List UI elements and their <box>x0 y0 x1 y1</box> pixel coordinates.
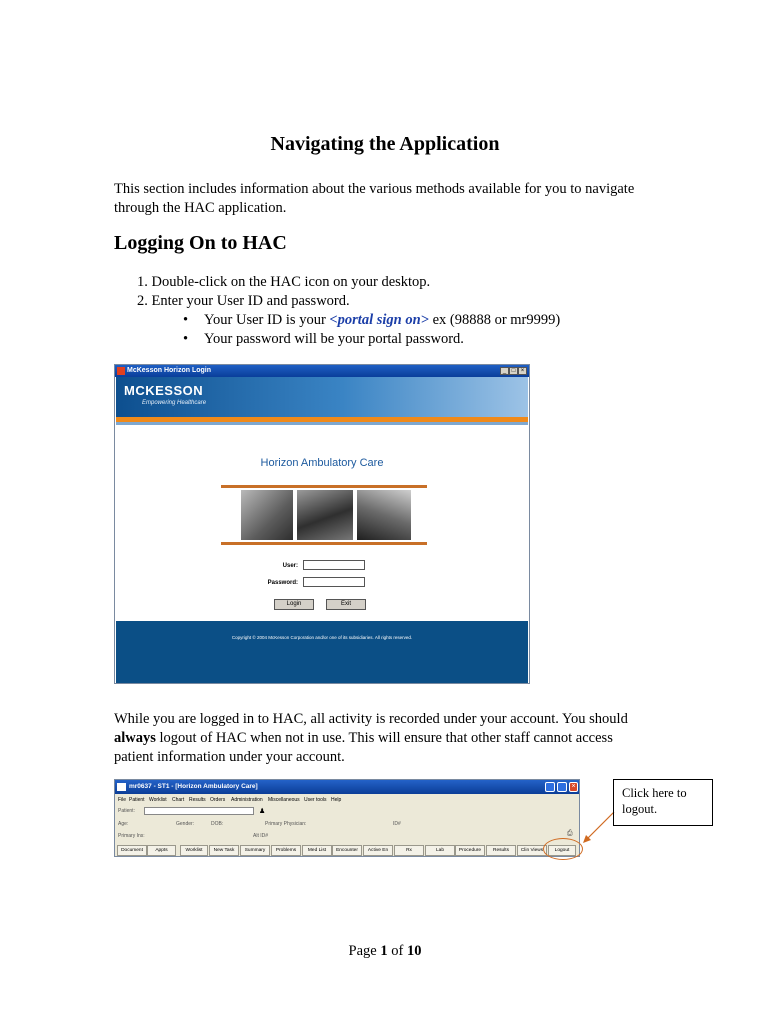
toolbar-results[interactable]: Results <box>486 845 516 856</box>
password-label: Password: <box>267 580 298 586</box>
menu-file[interactable]: File <box>118 797 127 803</box>
menu-miscellaneous[interactable]: Miscellaneous <box>268 797 300 803</box>
toolbar-summary[interactable]: Summary <box>240 845 270 856</box>
app-toolbar <box>117 845 577 856</box>
close-icon[interactable]: × <box>518 367 527 375</box>
logout-callout <box>613 779 713 826</box>
mckesson-app-icon <box>117 367 125 375</box>
arrow-line <box>586 812 614 840</box>
menu-patient[interactable]: Patient <box>129 797 145 803</box>
login-window-titlebar <box>115 365 529 377</box>
toolbar-active-en[interactable]: Active En <box>363 845 393 856</box>
menu-help[interactable]: Help <box>331 797 342 803</box>
minimize-icon[interactable]: _ <box>500 367 509 375</box>
menu-worklist[interactable]: Worklist <box>149 797 167 803</box>
current-page: 1 <box>380 943 388 959</box>
user-label: User: <box>282 563 298 569</box>
password-input[interactable] <box>303 577 365 587</box>
menu-administration[interactable]: Administration <box>231 797 263 803</box>
horizon-app-name: Horizon Ambulatory Care <box>260 457 384 469</box>
section-title: Logging On to HAC <box>114 232 287 254</box>
photo-staff <box>297 490 353 540</box>
login-window-screenshot <box>114 364 530 684</box>
login-window-title: McKesson Horizon Login <box>127 367 211 374</box>
mckesson-banner <box>116 377 528 417</box>
logout-para-line-3: patient information under your account. <box>114 749 345 765</box>
maximize-icon[interactable]: □ <box>509 367 518 375</box>
primary-physician-label: Primary Physician: <box>265 821 307 827</box>
age-label: Age: <box>118 821 129 827</box>
mckesson-tagline: Empowering Healthcare <box>142 400 207 406</box>
dob-label: DOB: <box>211 821 224 827</box>
toolbar-rx[interactable]: Rx <box>394 845 424 856</box>
patient-search-input[interactable] <box>144 807 254 815</box>
toolbar-problems[interactable]: Problems <box>271 845 301 856</box>
printer-icon[interactable]: ⎙ <box>567 830 573 837</box>
close-icon[interactable]: × <box>569 782 578 792</box>
always-emphasis: always <box>114 730 156 746</box>
toolbar-worklist[interactable]: Worklist <box>180 845 208 856</box>
maximize-icon[interactable] <box>557 782 567 792</box>
callout-line-1: Click here to <box>622 786 687 800</box>
alt-id-label: Alt ID# <box>253 833 269 839</box>
menu-orders[interactable]: Orders <box>210 797 226 803</box>
toolbar-lab[interactable]: Lab <box>425 845 455 856</box>
logout-para-line-1: While you are logged in to HAC, all activity is recorded under your account. You should <box>114 711 628 727</box>
staff-photo-strip <box>221 485 427 545</box>
total-pages: 10 <box>406 943 422 959</box>
photo-strip-top-bar <box>221 485 427 488</box>
toolbar-procedure[interactable]: Procedure <box>455 845 485 856</box>
toolbar-new-task[interactable]: New Task <box>209 845 239 856</box>
arrow-head <box>583 835 591 843</box>
logout-paragraph <box>114 710 674 767</box>
bullet-password-text: Your password will be your portal password. <box>204 331 464 347</box>
user-input[interactable] <box>303 560 365 570</box>
step-2: 2. Enter your User ID and password. <box>137 293 350 309</box>
mckesson-logo: MCKESSON <box>124 383 204 398</box>
menu-chart[interactable]: Chart <box>172 797 185 803</box>
toolbar-encounter[interactable]: Encounter <box>332 845 362 856</box>
toolbar-document[interactable]: Document <box>117 845 147 856</box>
bullet-dot: • <box>183 312 189 328</box>
minimize-icon[interactable] <box>545 782 555 792</box>
bullet-user-id-text: Your User ID is your <portal sign on> ex (98888 or mr9999) <box>204 312 561 328</box>
primary-ins-label: Primary Ins: <box>118 833 145 839</box>
page-heading: Navigating the Application <box>270 133 500 155</box>
photo-strip-bottom-bar <box>221 542 427 545</box>
gender-label: Gender: <box>176 821 195 827</box>
step-1: 1. Double-click on the HAC icon on your desktop. <box>137 274 431 290</box>
copyright-text: Copyright © 2004 McKesson Corporation and/or one of its subsidiaries. All rights reserved. <box>231 635 413 640</box>
login-footer <box>116 621 528 683</box>
logout-highlight-circle <box>543 838 583 860</box>
menu-user-tools[interactable]: User tools <box>304 797 327 803</box>
app-menubar <box>115 795 579 805</box>
blue-stripe <box>116 422 528 425</box>
photo-doctor-woman <box>241 490 293 540</box>
app-window-title: mr0637 - ST1 - [Horizon Ambulatory Care] <box>129 783 258 790</box>
page-number: Page 1 of 10 <box>348 943 422 959</box>
toolbar-logout[interactable]: Logout <box>548 845 576 856</box>
intro-paragraph: This section includes information about the various methods available for you to navigate through the HAC application. <box>114 181 635 216</box>
toolbar-med-list[interactable]: Med List <box>302 845 332 856</box>
hac-app-window-screenshot <box>114 779 580 857</box>
id-label: ID# <box>393 821 401 827</box>
logout-para-line-2: always logout of HAC when not in use. This will ensure that other staff cannot access <box>114 730 613 746</box>
patient-label: Patient: <box>118 808 135 814</box>
app-window-titlebar <box>115 780 579 794</box>
toolbar-clin-views[interactable]: Clin Views <box>517 845 547 856</box>
login-button[interactable]: Login <box>274 599 314 610</box>
exit-button[interactable]: Exit <box>326 599 366 610</box>
toolbar-appts[interactable]: Appts <box>147 845 176 856</box>
callout-line-2: logout. <box>622 802 658 816</box>
menu-results[interactable]: Results <box>189 797 206 803</box>
bullet-dot: • <box>183 331 189 347</box>
app-icon <box>117 783 126 791</box>
photo-physician <box>357 490 411 540</box>
portal-sign-on: <portal sign on> <box>329 312 429 328</box>
person-icon[interactable]: ♟ <box>259 808 266 815</box>
